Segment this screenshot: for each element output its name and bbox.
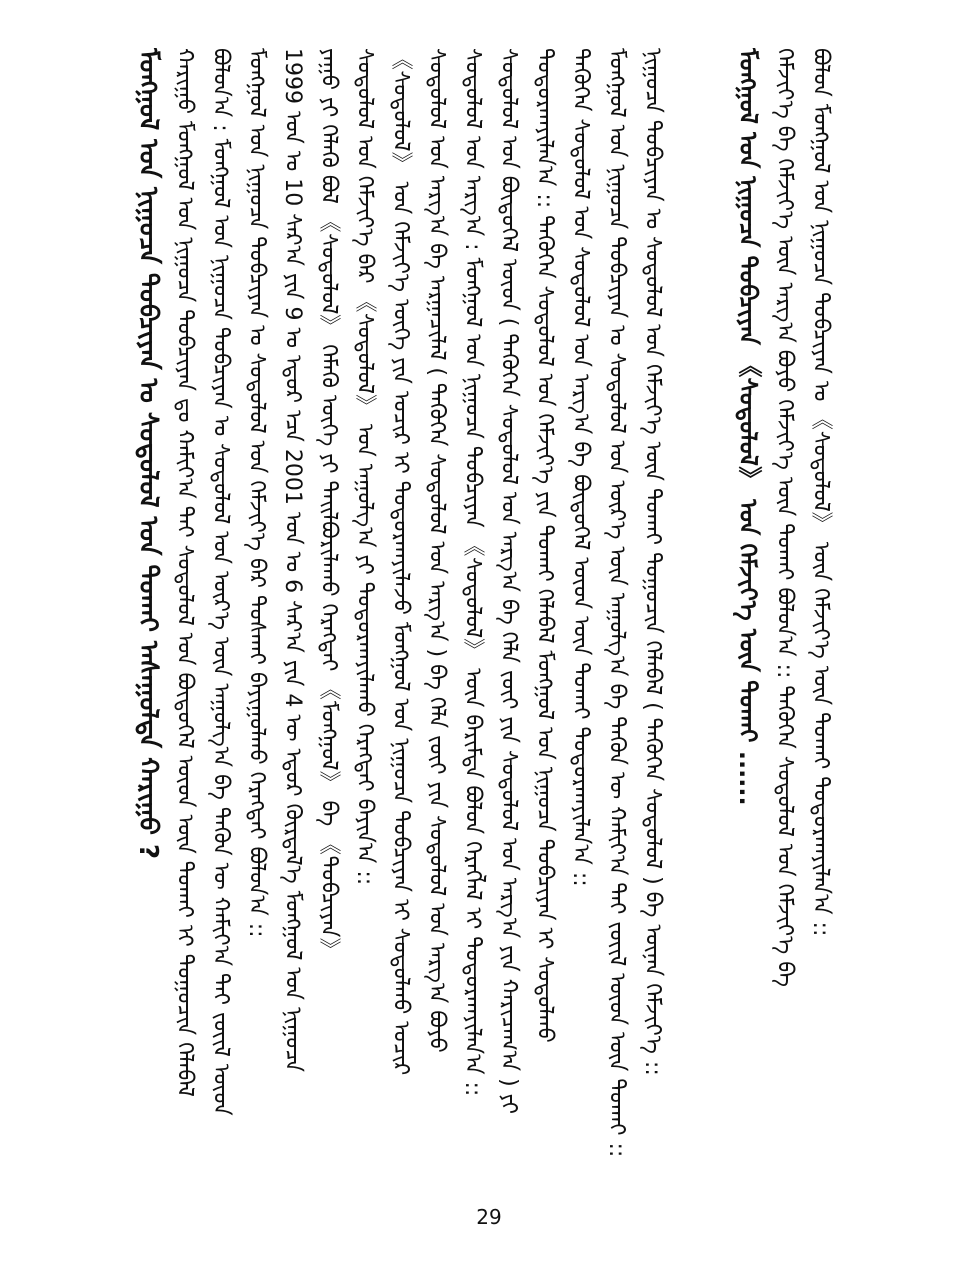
text-column-7: 《ᠰᠤᠳᠤᠯᠤᠯ》 ᠤᠨ ᠬᠡᠮᠵᠢᠶ᠎ᠡ ᠦᠭᠡ ᠶᠢᠨ ᠤᠴᠢᠷ ᠢ ᠲᠣᠳᠣᠷᠬᠠᠶᠢᠯᠠᠵᠤ ᠮᠣᠩᠭᠣᠯ ᠤᠨ ᠨᠢᠭᠤᠴᠠ ᠲᠣᠪᠴᠢᠶᠠᠨ ᠢ ᠰᠤᠳᠤᠯᠬᠤ ᠤᠴᠢᠷ bbox=[388, 48, 413, 1076]
document-title: ᠮᠣᠩᠭᠣᠯ ᠤᠨ ᠨᠢᠭᠤᠴᠠ ᠲᠣᠪᠴᠢᠶᠠᠨ ᠤ ᠰᠤᠳᠤᠯᠤᠯ ᠤᠨ ᠲᠤᠬᠠᠢ ᠠᠰᠠᠭᠤᠯᠲᠠ ᠬᠠᠷᠢᠭᠤ ? bbox=[133, 48, 163, 860]
text-column-15: ᠬᠡᠮᠵᠢᠶ᠎ᠡ ᠪᠠ ᠬᠡᠮᠵᠢᠶ᠎ᠡ ᠦᠨ ᠠᠷᠭ᠎ᠠ ᠪᠤᠶᠤ ᠬᠡᠮᠵᠢᠶ᠎ᠡ ᠦᠨ ᠲᠤᠬᠠᠢ ᠪᠣᠯᠤᠨ᠎ᠠ :: ᠲᠡᠭᠦᠬᠡᠨ ᠰᠤᠳᠤᠯᠤᠯ ᠤᠨ ᠬᠡᠮᠵᠢᠶ᠎ᠡ ᠪᠠ bbox=[772, 48, 797, 988]
text-column-8: ᠰᠤᠳᠤᠯᠤᠯ ᠤᠨ ᠠᠷᠭ᠎ᠠ ᠪᠠ ᠠᠷᠭᠠᠴᠢᠯᠠᠯ ( ᠲᠡᠭᠦᠬᠡᠨ ᠰᠤᠳᠤᠯᠤᠯ ᠤᠨ ᠠᠷᠭ᠎ᠠ ) ᠪᠠ ᠬᠡᠯᠡ ᠵᠦᠢ ᠶᠢᠨ ᠰᠤᠳᠤᠯᠤᠯ ᠤᠨ ᠠᠷᠭ᠎ᠠ ᠪᠤᠶᠤ bbox=[424, 48, 449, 1053]
text-column-11: ᠲᠣᠳᠣᠷᠬᠠᠶᠢᠯᠠᠨ᠎ᠠ :: ᠲᠡᠭᠦᠬᠡᠨ ᠰᠤᠳᠤᠯᠤᠯ ᠤᠨ ᠬᠡᠮᠵᠢᠶ᠎ᠡ ᠶᠢᠨ ᠲᠣᠬᠠᠢ ᠬᠡᠯᠡᠪᠡᠯ ᠮᠣᠩᠭᠣᠯ ᠤᠨ ᠨᠢᠭᠤᠴᠠ ᠲᠣᠪᠴᠢᠶᠠᠨ ᠢ ᠰᠤᠳᠤᠯᠬᠤ bbox=[532, 48, 557, 1043]
text-column-3: ᠮᠣᠩᠭᠣᠯ ᠤᠨ ᠨᠢᠭᠤᠴᠠ ᠲᠣᠪᠴᠢᠶᠠᠨ ᠤ ᠰᠤᠳᠤᠯᠤᠯ ᠤᠨ ᠬᠡᠮᠵᠢᠶ᠎ᠡ ᠪᠡᠷ ᠲᠤᠰᠬᠠᠢ ᠪᠠᠶᠢᠭᠤᠯᠬᠤ ᠬᠡᠷᠡᠭᠲᠡᠢ ᠪᠣᠯᠤᠨ᠎ᠠ :: bbox=[244, 48, 269, 938]
text-column-1: ᠬᠠᠷᠢᠭᠤ ᠮᠣᠩᠭᠣᠯ ᠤᠨ ᠨᠢᠭᠤᠴᠠ ᠲᠣᠪᠴᠢᠶᠠᠨ ᠳᠤ ᠬᠠᠮᠢᠶ᠎ᠠ ᠲᠠᠢ ᠰᠤᠳᠤᠯᠤᠯ ᠤᠨ ᠪᠦᠲᠦᠭᠡᠯ ᠦᠳ ᠦᠨ ᠲᠤᠬᠠᠢ ᠢ ᠲᠣᠭᠤᠴᠢᠨ ᠬᠡᠯᠡᠪᠡᠯ bbox=[172, 48, 197, 1097]
text-column-13: ᠮᠣᠩᠭᠣᠯ ᠤᠨ ᠨᠢᠭᠤᠴᠠ ᠲᠣᠪᠴᠢᠶᠠᠨ ᠤ ᠰᠤᠳᠤᠯᠤᠯ ᠤᠨ ᠦᠷ᠎ᠡ ᠦᠨ ᠠᠭᠤᠯᠭ᠎ᠠ ᠪᠠ ᠲᠡᠭᠦᠨ ᠦ ᠬᠠᠮᠢᠶ᠎ᠠ ᠲᠠᠢ ᠵᠦᠢᠯ ᠦᠳ ᠦᠨ ᠲᠤᠬᠠᠢ :: bbox=[604, 48, 629, 1158]
text-column-9: ᠰᠤᠳᠤᠯᠤᠯ ᠤᠨ ᠠᠷᠭ᠎ᠠ : ᠮᠣᠩᠭᠣᠯ ᠤᠨ ᠨᠢᠭᠤᠴᠠ ᠲᠣᠪᠴᠢᠶᠠᠨ 《ᠰᠤᠳᠤᠯᠤᠯ》 ᠦᠨ ᠪᠠᠷᠢᠮᠲᠠ ᠪᠣᠯᠤᠨ ᠬᠡᠷᠡᠭᠯᠡᠯ ᠢ ᠲᠣᠳᠣᠷᠬᠠᠶᠢᠯᠠᠨ᠎ᠠ :: bbox=[460, 48, 485, 1097]
text-column-10: ᠰᠤᠳᠤᠯᠤᠯ ᠤᠨ ᠪᠦᠲᠦᠭᠡᠯ ᠦᠳ ( ᠲᠡᠭᠦᠬᠡᠨ ᠰᠤᠳᠤᠯᠤᠯ ᠤᠨ ᠠᠷᠭ᠎ᠠ ᠪᠠ ᠬᠡᠯᠡ ᠵᠦᠢ ᠶᠢᠨ ᠰᠤᠳᠤᠯᠤᠯ ᠤᠨ ᠠᠷᠭ᠎ᠠ ᠶᠢᠨ ᠬᠠᠷᠢᠴᠠᠭ᠎ᠠ ) ᠶᠢ bbox=[496, 48, 521, 1114]
text-column-14: ᠨᠢᠭᠤᠴᠠ ᠲᠣᠪᠴᠢᠶᠠᠨ ᠤ ᠰᠤᠳᠤᠯᠤᠯ ᠤᠨ ᠬᠡᠮᠵᠢᠶ᠎ᠡ ᠦᠨ ᠲᠤᠬᠠᠢ ᠲᠣᠭᠤᠴᠢᠨ ᠬᠡᠯᠡᠪᠡᠯ ( ᠲᠡᠭᠦᠬᠡᠨ ᠰᠤᠳᠤᠯᠤᠯ ) ᠪᠠ ᠦᠨᠡᠨ ᠬᠡᠮᠵᠢᠶ᠎ᠡ :: bbox=[640, 48, 665, 1076]
text-column-16: ᠪᠣᠯᠤᠨ ᠮᠣᠩᠭᠣᠯ ᠤᠨ ᠨᠢᠭᠤᠴᠠ ᠲᠣᠪᠴᠢᠶᠠᠨ ᠤ 《ᠰᠤᠳᠤᠯᠤᠯ》 ᠦᠨ ᠬᠡᠮᠵᠢᠶ᠎ᠡ ᠦᠨ ᠲᠤᠬᠠᠢ ᠲᠣᠳᠣᠷᠬᠠᠶᠢᠯᠠᠨ᠎ᠠ :: bbox=[808, 48, 833, 937]
text-column-4: 1999 ᠣᠨ ᠤ 10 ᠰᠠᠷ᠎ᠠ ᠶᠢᠨ 9 ᠤ ᠡᠳᠦᠷ ᠡᠴᠡ 2001 ᠣᠨ ᠤ 6 ᠰᠠᠷ᠎ᠠ ᠶᠢᠨ 4 ᠦ ᠡᠳᠦᠷ ᠬᠦᠷᠲᠡᠯ᠎ᠡ ᠮᠣᠩᠭᠣᠯ ᠤᠨ ᠨᠢᠭᠤᠴᠠ bbox=[280, 48, 305, 1072]
text-column-12: ᠲᠡᠭᠦᠬᠡᠨ ᠰᠤᠳᠤᠯᠤᠯ ᠤᠨ ᠰᠤᠳᠤᠯᠤᠯ ᠤᠨ ᠠᠷᠭ᠎ᠠ ᠪᠠ ᠪᠦᠲᠦᠭᠡᠯ ᠦᠳ ᠦᠨ ᠲᠤᠬᠠᠢ ᠲᠣᠳᠣᠷᠬᠠᠶᠢᠯᠠᠨ᠎ᠠ :: bbox=[568, 48, 593, 887]
page-number: 29 bbox=[476, 1205, 502, 1229]
text-column-2: ᠪᠣᠯᠤᠨ᠎ᠠ : ᠮᠣᠩᠭᠣᠯ ᠤᠨ ᠨᠢᠭᠤᠴᠠ ᠲᠣᠪᠴᠢᠶᠠᠨ ᠤ ᠰᠤᠳᠤᠯᠤᠯ ᠤᠨ ᠦᠷ᠎ᠡ ᠦᠨ ᠠᠭᠤᠯᠭ᠎ᠠ ᠪᠠ ᠲᠡᠭᠦᠨ ᠦ ᠬᠠᠮᠢᠶ᠎ᠠ ᠲᠠᠢ ᠵᠦᠢᠯ ᠦᠳ bbox=[208, 48, 233, 1116]
text-column-5: ᠶᠠᠭᠤ ᠶᠢ ᠬᠡᠯᠡᠬᠦ ᠪᠣᠯ 《ᠰᠤᠳᠤᠯᠤᠯ》 ᠬᠡᠮᠡᠬᠦ ᠦᠭᠡ ᠶᠢ ᠲᠠᠢᠯᠪᠤᠷᠢᠯᠠᠬᠤ ᠬᠡᠷᠡᠭᠲᠡᠢ 《ᠮᠣᠩᠭᠣᠯ》 ᠪᠠ 《ᠲᠣᠪᠴᠢᠶᠠᠨ》 bbox=[316, 48, 341, 960]
text-column-6: ᠰᠤᠳᠤᠯᠤᠯ ᠤᠨ ᠬᠡᠮᠵᠢᠶ᠎ᠡ ᠪᠡᠷ 《ᠰᠤᠳᠤᠯᠤᠯ》 ᠤᠨ ᠠᠭᠤᠯᠭ᠎ᠠ ᠶᠢ ᠲᠣᠳᠣᠷᠬᠠᠶᠢᠯᠠᠬᠤ ᠬᠡᠷᠡᠭᠲᠡᠢ ᠪᠠᠶᠢᠨ᠎ᠠ :: bbox=[352, 48, 377, 886]
section-heading: ᠮᠣᠩᠭᠣᠯ ᠤᠨ ᠨᠢᠭᠤᠴᠠ ᠲᠣᠪᠴᠢᠶᠠᠨ 《ᠰᠤᠳᠤᠯᠤᠯ》 ᠤᠨ ᠬᠡᠮᠵᠢᠶ᠎ᠡ ᠦᠨ ᠲᠤᠬᠠᠢ ...... bbox=[734, 48, 762, 806]
